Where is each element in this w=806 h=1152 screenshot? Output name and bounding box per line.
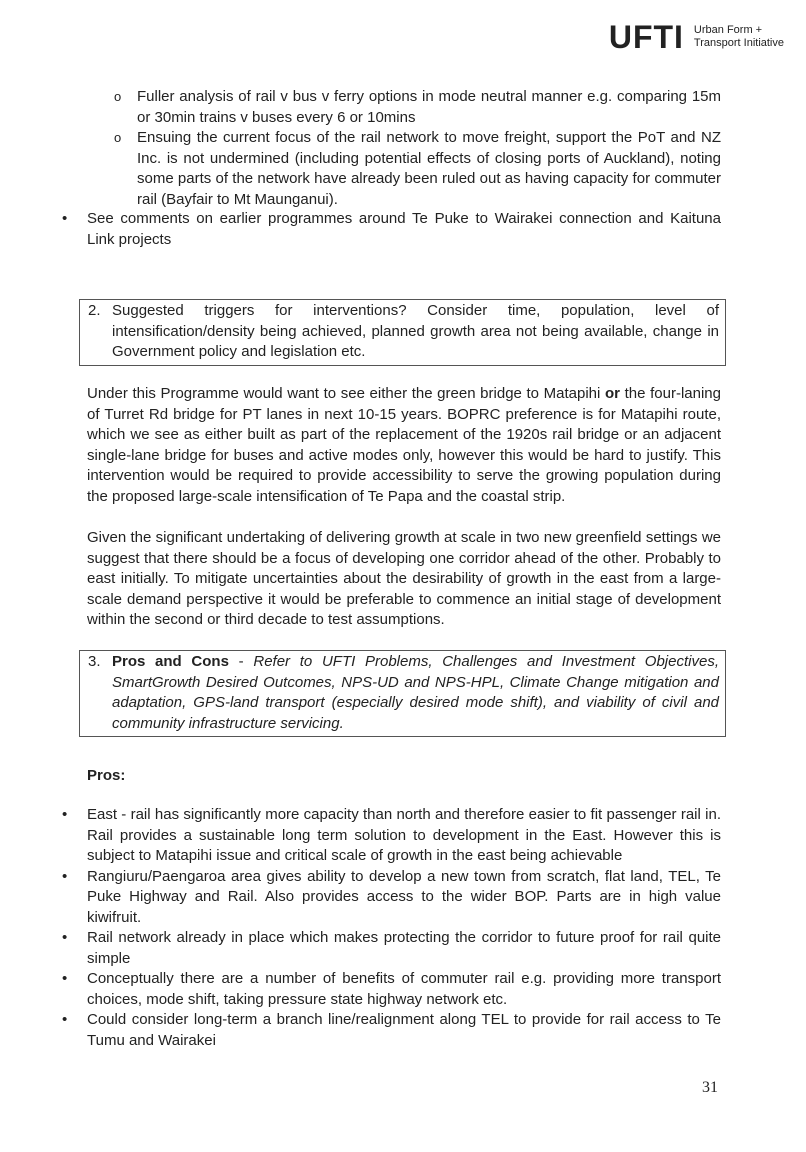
bullet-text: Conceptually there are a number of benefits of commuter rail e.g. providing more transport choices, mode shift, taking pressure state highway network etc.: [87, 970, 721, 1008]
bullet-text: Could consider long-term a branch line/realignment along TEL to provide for rail access to Te Tumu and Wairakei: [87, 1011, 721, 1049]
sub-bullet-text: Ensuing the current focus of the rail network to move freight, support the PoT and NZ Inc. is not undermined (including potential effects of closing ports of Auckland), noting some parts of the network have already been ruled out as having capacity for commuter rail (Bayfair to Mt Maunganui).: [137, 129, 721, 208]
list-item: [114, 87, 721, 128]
list-item: [62, 805, 721, 867]
paragraph-matapihi: [87, 384, 721, 507]
logo-wordmark: UFTI: [608, 19, 684, 55]
pros-bullet-list: [62, 805, 721, 1051]
question-3-text: [112, 652, 719, 734]
pros-heading: Pros:: [87, 767, 126, 784]
bullet-marker: •: [62, 970, 68, 987]
paragraph-text: the four-laning of Turret Rd bridge for PT lanes in next 10-15 years. BOPRC preference is for Matapihi route, which we see as either built as part of the replacement of the 1920s rail bridge or an adjacent single-lane bridge for buses and active modes only, however this would be hard to justify. This intervention would be required to provide accessibility to serve the growing population during the proposed large-scale intensification of Te Papa and the coastal strip.: [87, 385, 721, 505]
sub-bullet-marker: o: [114, 130, 122, 145]
question-3-italic: Refer to UFTI Problems, Challenges and Investment Objectives, SmartGrowth Desired Outcomes, NPS-UD and NPS-HPL, Climate Change mitigation and adaptation, GPS-land transport (especially desired mode shift), and viability of civil and community infrastructure servicing.: [112, 653, 719, 732]
bullet-text: Rangiuru/Paengaroa area gives ability to develop a new town from scratch, flat land, TEL, Te Puke Highway and Rail. Also provides access to the wider BOP. Parts are in high value kiwifruit.: [87, 867, 721, 926]
logo-subtitle-line1: Urban Form +: [693, 24, 763, 36]
bullet-text: See comments on earlier programmes around Te Puke to Wairakei connection and Kaituna Link projects: [87, 210, 721, 248]
question-number: 2.: [88, 302, 101, 319]
top-bullet-list: [62, 209, 721, 250]
sub-bullet-marker: o: [114, 89, 122, 104]
question-3-bold: Pros and Cons: [112, 653, 229, 670]
logo-subtitle: [694, 24, 784, 50]
question-2-box: [79, 299, 726, 366]
bullet-marker: •: [62, 867, 68, 885]
list-item: [114, 128, 721, 210]
paragraph-bold-or: or: [604, 385, 620, 402]
question-2-text: Suggested triggers for interventions? Consider time, population, level of intensification/density being achieved, planned growth area not being available, change in Government policy and legislation etc.: [112, 302, 719, 360]
logo-subtitle-line2: Transport Initiative: [693, 37, 784, 49]
bullet-marker: •: [62, 1011, 68, 1028]
list-item: [62, 928, 721, 969]
bullet-marker: •: [62, 210, 68, 227]
list-item: [62, 867, 721, 929]
question-3-box: [79, 650, 726, 737]
bullet-text: Rail network already in place which makes protecting the corridor to future proof for rail quite simple: [87, 929, 721, 967]
sub-bullet-text: Fuller analysis of rail v bus v ferry options in mode neutral manner e.g. comparing 15m or 30min trains v buses every 6 or 10mins: [137, 88, 721, 126]
paragraph-growth-corridor: Given the significant undertaking of delivering growth at scale in two new greenfield settings we suggest that there should be a focus of developing one corridor ahead of the other. Probably to east initially. To mitigate uncertainties about the desirability of growth in the east from a large-scale demand perspective it would be preferable to commence an initial stage of development within the second or third decade to test assumptions.: [87, 529, 721, 628]
list-item: [62, 969, 721, 1010]
ufti-logo: [609, 21, 784, 53]
paragraph-text: Under this Programme would want to see either the green bridge to Matapihi: [87, 385, 605, 402]
bullet-marker: •: [62, 929, 68, 946]
bullet-marker: •: [62, 806, 68, 823]
bullet-text: East - rail has significantly more capacity than north and therefore easier to fit passenger rail in. Rail provides a sustainable long term solution to development in the East. However this is subject to Matapihi issue and critical scale of growth in the east being achievable: [87, 806, 721, 864]
page-number: 31: [702, 1079, 718, 1096]
question-number: 3.: [88, 653, 101, 670]
list-item: [62, 209, 721, 250]
top-sub-bullet-list: [114, 87, 721, 210]
question-3-dash: -: [228, 653, 254, 670]
list-item: [62, 1010, 721, 1051]
